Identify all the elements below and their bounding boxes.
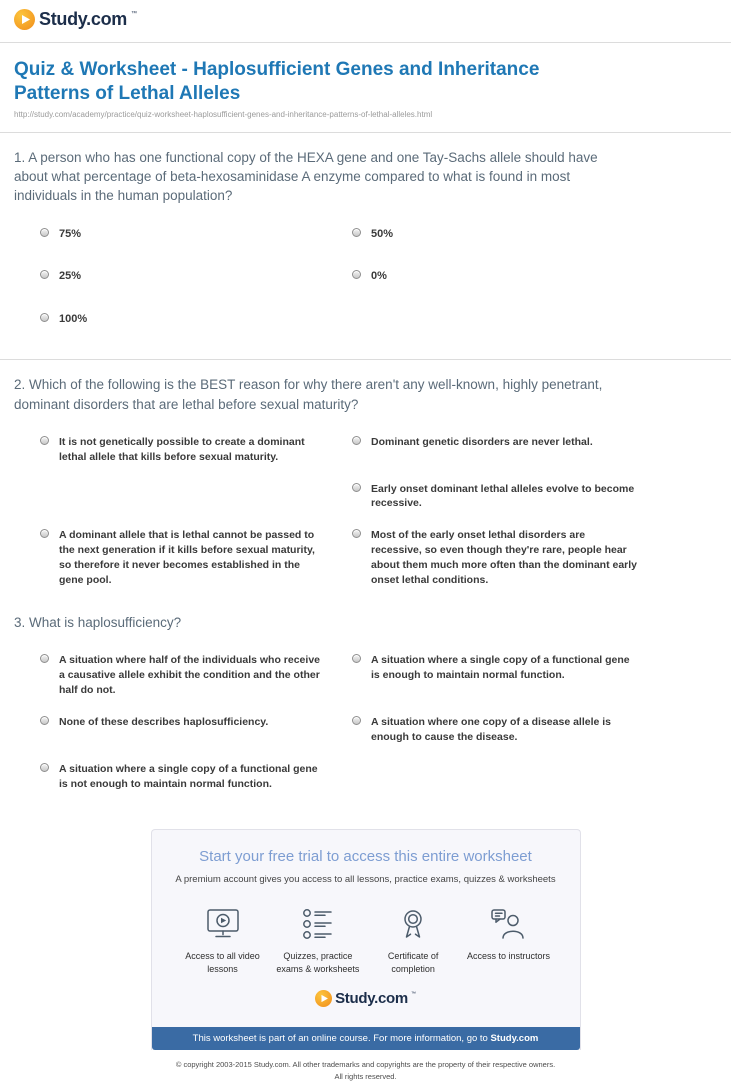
radio-button[interactable] [352,483,361,492]
banner-study-link[interactable]: Study.com [490,1032,539,1044]
option-label: A situation where half of the individuals who receive a causative allele exhibit the condition and the other half do not. [59,654,320,696]
radio-button[interactable] [40,436,49,445]
option-label: Early onset dominant lethal alleles evolve to become recessive. [371,482,635,510]
radio-button[interactable] [40,270,49,279]
option-label: A situation where a single copy of a functional gene is enough to maintain normal function. [371,654,630,682]
page-url: http://study.com/academy/practice/quiz-worksheet-haplosufficient-genes-and-inheritance-patterns-of-lethal-alleles.html [14,110,433,120]
radio-button[interactable] [40,763,49,772]
option-label: A situation where a single copy of a functional gene is not enough to maintain normal function. [59,762,318,790]
study-logo-trademark: ™ [130,11,137,17]
answer-option[interactable] [352,227,664,243]
certificate-ribbon-icon [393,905,433,943]
question-text: 2. Which of the following is the BEST reason for why there aren't any well-known, highly penetrant, dominant disorders that are lethal before sexual maturity? [14,377,603,412]
option-label: 25% [59,270,82,283]
radio-button[interactable] [352,654,361,663]
option-label: 100% [59,312,88,325]
radio-button[interactable] [40,654,49,663]
study-logo-play-icon [14,9,35,35]
radio-button[interactable] [40,228,49,237]
copyright-line-1: © copyright 2003-2015 Study.com. All other trademarks and copyrights are the property of their respective owners. [175,1059,556,1069]
quiz-checklist-icon [298,905,338,943]
trial-features [152,885,580,977]
answer-option[interactable] [40,528,352,588]
copyright-line-2: All rights reserved. [334,1071,397,1081]
question-2 [0,360,731,588]
page-title: Quiz & Worksheet - Haplosufficient Genes and Inheritance Patterns of Lethal Alleles [14,59,540,104]
answer-option[interactable] [40,715,352,745]
option-label: Most of the early onset lethal disorders are recessive, so even though they're rare, people hear about them much more often than the dominant early onset lethal conditions. [371,529,638,587]
answer-option[interactable] [40,227,352,243]
answer-option[interactable] [352,528,664,588]
options-grid [40,653,717,791]
feature-video-lessons [178,905,268,975]
feature-label: Quizzes, practice exams & worksheets [276,951,360,975]
question-text: 1. A person who has one functional copy of the HEXA gene and one Tay-Sachs allele should have about what percentage of beta-hexosaminidase A enzyme compared to what is found in most individuals in the human population? [14,150,598,204]
option-label: 50% [371,227,394,240]
option-label: A dominant allele that is lethal cannot be passed to the next generation if it kills before sexual maturity, so therefore it never becomes established in the gene pool. [59,529,315,587]
option-spacer [40,482,352,512]
feature-label: Access to all video lessons [185,951,260,975]
feature-quizzes [273,905,363,975]
header [0,0,731,43]
study-logo-text: Study.com [39,9,127,29]
radio-button[interactable] [352,529,361,538]
feature-certificate [368,905,458,975]
question-3 [0,598,731,792]
answer-option[interactable] [352,653,664,698]
banner-text: This worksheet is part of an online course. For more information, go to [192,1032,488,1044]
answer-option[interactable] [352,435,664,465]
answer-option[interactable] [40,435,352,465]
radio-button[interactable] [352,270,361,279]
answer-option[interactable] [352,269,664,285]
instructor-chat-icon [488,905,528,943]
answer-option[interactable] [352,482,664,512]
answer-option[interactable] [40,653,352,698]
answer-option[interactable] [40,269,352,285]
feature-label: Certificate of completion [387,951,439,975]
answer-option[interactable] [352,715,664,745]
free-trial-card [151,829,581,1049]
option-label: Dominant genetic disorders are never lethal. [371,435,593,448]
option-label: A situation where one copy of a disease allele is enough to cause the disease. [371,715,612,743]
options-grid [40,435,717,588]
course-info-banner [152,1027,580,1050]
radio-button[interactable] [352,228,361,237]
radio-button[interactable] [40,716,49,725]
option-label: None of these describes haplosufficiency. [59,715,269,728]
trial-study-logo[interactable] [315,990,416,1012]
radio-button[interactable] [40,529,49,538]
question-1 [0,133,731,327]
radio-button[interactable] [352,436,361,445]
radio-button[interactable] [352,716,361,725]
answer-option[interactable] [40,312,352,328]
trial-subtitle: A premium account gives you access to all lessons, practice exams, quizzes & worksheets [175,874,556,886]
page-footer [0,1059,731,1083]
option-label: It is not genetically possible to create a dominant lethal allele that kills before sexual maturity. [59,435,305,463]
question-text: 3. What is haplosufficiency? [14,614,182,630]
feature-label: Access to instructors [466,951,550,962]
study-logo-text: Study.com [335,989,408,1007]
option-label: 75% [59,227,82,240]
video-play-icon [203,905,243,943]
study-logo-play-icon [315,990,332,1012]
study-logo-trademark: ™ [410,990,416,997]
answer-option[interactable] [40,762,352,792]
feature-instructors [463,905,553,975]
trial-title: Start your free trial to access this entire worksheet [199,848,532,866]
option-label: 0% [371,270,387,283]
radio-button[interactable] [40,313,49,322]
options-grid [40,227,717,328]
study-logo[interactable] [14,9,137,35]
